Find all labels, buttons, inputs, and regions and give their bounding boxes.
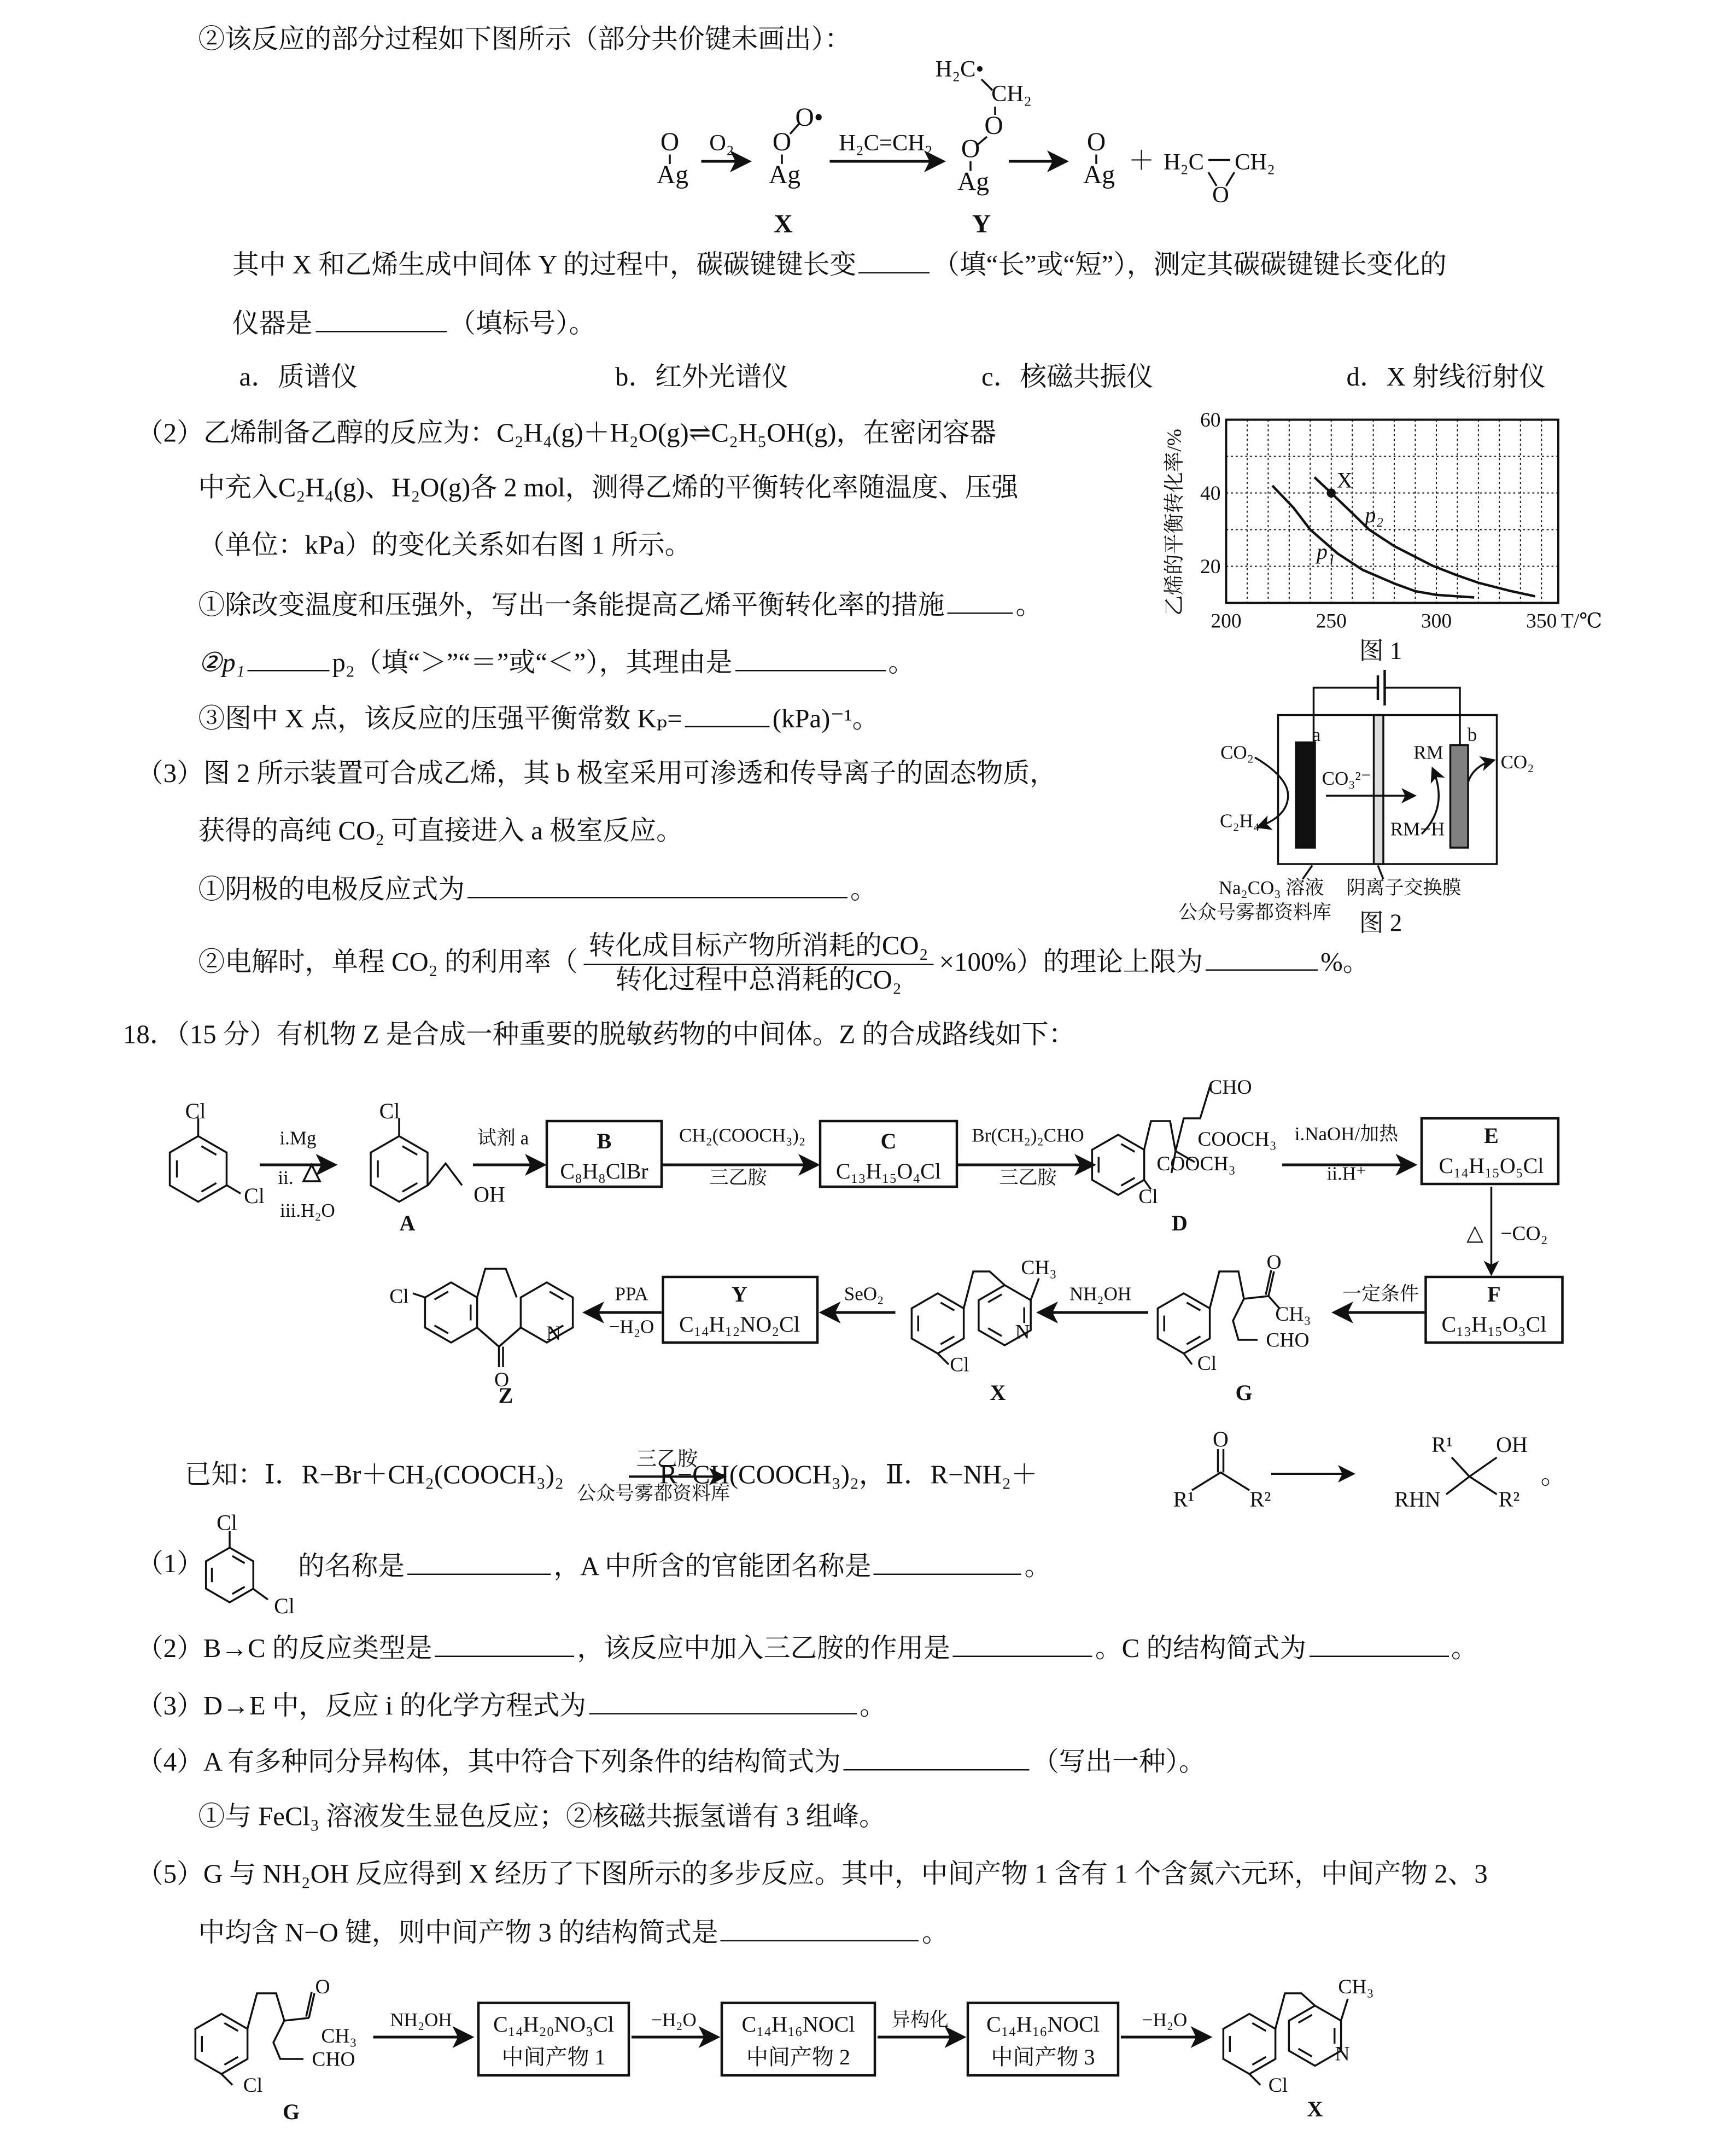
double-bond	[402, 1146, 417, 1155]
reagent-triethylamine: 三乙胺	[636, 1448, 698, 1471]
atom-cl: Cl	[274, 1594, 295, 1618]
double-bond	[1252, 2023, 1266, 2031]
double-bond	[940, 1337, 954, 1344]
text: 。C 的结构简式为	[1095, 1635, 1306, 1664]
benzene-ring	[1092, 1135, 1144, 1195]
double-bond	[1299, 2015, 1312, 2022]
q17-p2-l1: （2）乙烯制备乙醇的反应为：C₂H₄(g)＋H₂O(g)⇌C₂H₅OH(g)，在密闭容器	[137, 419, 997, 448]
atom-o: O	[961, 135, 980, 164]
label-co2-out: CO₂	[1500, 751, 1534, 773]
benzene-ring	[195, 2014, 247, 2074]
compound-x-label: X	[990, 1380, 1006, 1405]
ch2-radical: H₂C•	[935, 56, 984, 82]
label-a: a	[1312, 724, 1321, 745]
compound-d-label: D	[1172, 1211, 1188, 1235]
epoxide-ch2: CH₂	[1235, 149, 1275, 175]
compound-c-label: C	[880, 1129, 897, 1153]
co2-to-c2h4-arrow	[1255, 757, 1288, 827]
q17-p2-l3: （单位：kPa）的变化关系如右图 1 所示。	[198, 532, 692, 561]
benzene-ring	[911, 1293, 963, 1353]
step-epoxide: ii.	[278, 1167, 294, 1188]
reagent-triethylamine: 三乙胺	[709, 1167, 767, 1188]
reagent-condition: 一定条件	[1342, 1283, 1419, 1305]
text: 。	[1015, 592, 1043, 621]
reagent-acid: ii.H⁺	[1326, 1163, 1366, 1185]
double-bond	[201, 1146, 216, 1155]
series-label: p₂	[1365, 503, 1384, 528]
loss-co2: −CO₂	[1500, 1222, 1548, 1245]
intermediate-2-label: 中间产物 2	[746, 2045, 850, 2069]
double-bond	[550, 1292, 563, 1299]
atom-o: O	[772, 128, 792, 156]
ag-oxygen-scheme	[657, 56, 1275, 238]
x-tick-label: 300	[1421, 610, 1452, 633]
label-carbonate: CO₃²⁻	[1322, 768, 1371, 789]
atom-cl: Cl	[217, 1510, 237, 1535]
label-c2h4: C₂H₄	[1219, 810, 1260, 832]
text: ②p₁	[198, 649, 245, 678]
compound-z-label: Z	[498, 1383, 513, 1408]
step-mg: i.Mg	[279, 1127, 317, 1149]
text: ①阴极的电极反应式为	[198, 876, 465, 905]
atom-ag: Ag	[768, 161, 801, 190]
label-rm: RM	[1413, 742, 1443, 763]
label-solution: Na₂CO₃ 溶液	[1218, 877, 1324, 899]
text: （写出一种）。	[1032, 1748, 1206, 1777]
reagent-naoh: i.NaOH/加热	[1294, 1123, 1399, 1145]
numerator: 转化成目标产物所消耗的CO₂	[583, 931, 934, 966]
text: ×100%	[939, 949, 1016, 978]
intermediate-1-label: 中间产物 1	[501, 2045, 606, 2069]
group-cho: CHO	[312, 2048, 355, 2071]
caption-figure-1: 图 1	[1359, 637, 1402, 664]
option-c: c．核磁共振仪	[981, 364, 1154, 393]
text: （填“长”或“短”），测定其碳碳键键长变化的	[933, 252, 1447, 281]
ring-outline	[1289, 2006, 1341, 2066]
ring-outline	[425, 1282, 477, 1343]
text: ，A 中所含的官能团名称是	[553, 1553, 872, 1582]
epoxide-ring	[303, 1165, 320, 1181]
compound-b-label: B	[597, 1129, 612, 1153]
atom-ag: Ag	[656, 161, 689, 190]
electrode-a	[1296, 743, 1315, 848]
atom-n: N	[1335, 2043, 1350, 2066]
reagent-malonate: CH₂(COOCH₃)₂	[679, 1124, 806, 1146]
denominator: 转化过程中总消耗的CO₂	[615, 966, 902, 996]
text: （2）B→C 的反应类型是	[137, 1635, 432, 1664]
atom-cl: Cl	[1138, 1186, 1158, 1208]
atom-o: O	[315, 1976, 330, 1998]
compound-f-label: F	[1487, 1282, 1501, 1306]
step-water: iii.H₂O	[280, 1200, 335, 1221]
double-bond	[232, 1556, 245, 1563]
compound-e-label: E	[1484, 1123, 1499, 1148]
group-rhn: RHN	[1394, 1487, 1441, 1512]
epoxide-h2c: H₂C	[1164, 149, 1204, 175]
double-bond	[1186, 1337, 1200, 1344]
oxygen-radical: O•	[795, 103, 823, 132]
q17-p2-l2: 中充入C₂H₄(g)、H₂O(g)各 2 mol，测得乙烯的平衡转化率随温度、压强	[198, 474, 1019, 503]
ring-outline	[1092, 1135, 1144, 1195]
benzene-ring	[1223, 2014, 1275, 2074]
text: （填标号）。	[449, 310, 596, 339]
double-bond	[402, 1183, 417, 1192]
text: 。	[888, 649, 915, 678]
ring-outline	[1223, 2014, 1275, 2074]
loss-water: −H₂O	[1142, 2009, 1188, 2031]
intermediate-3-label: 中间产物 3	[991, 2045, 1095, 2069]
text: 其中 X 和乙烯生成中间体 Y 的过程中，碳碳键键长变	[232, 252, 857, 281]
r1: R¹	[1173, 1487, 1195, 1512]
group-cho: CHO	[1266, 1329, 1310, 1352]
reagent-o2: O₂	[709, 130, 734, 156]
compound-c-formula: C₁₃H₁₅O₄Cl	[836, 1159, 941, 1183]
compound-y-formula: C₁₄H₁₂NO₂Cl	[679, 1312, 800, 1337]
reagent-ppa: PPA	[615, 1283, 648, 1305]
ring-outline	[170, 1136, 227, 1202]
electrolysis-cell-figure-2	[1178, 670, 1534, 937]
text: (kPa)⁻¹。	[772, 705, 879, 734]
label-co2-in: CO₂	[1220, 742, 1254, 763]
double-bond	[435, 1292, 448, 1299]
text: ，该反应中加入三乙胺的作用是	[577, 1635, 950, 1664]
benzene-ring	[371, 1136, 428, 1202]
watermark: 公众号雾都资料库	[1178, 902, 1332, 923]
q17-p3-l1: （3）图 2 所示装置可合成乙烯，其 b 极室采用可渗透和传导离子的固态物质，	[137, 760, 1056, 789]
text: 。	[1451, 1635, 1478, 1664]
compound-g-label: G	[1235, 1380, 1253, 1405]
text: 。	[922, 1920, 949, 1948]
text: 。	[1024, 1553, 1051, 1582]
series-line-2	[1314, 477, 1535, 597]
text: 。	[859, 1693, 886, 1722]
double-bond	[1121, 1144, 1135, 1152]
x-tick-label: 200	[1211, 610, 1242, 633]
text: 中均含 N−O 键，则中间产物 3 的结构简式是	[198, 1920, 718, 1948]
y-tick-label: 20	[1200, 556, 1221, 578]
electrode-b	[1451, 745, 1469, 848]
text: p₂（填“＞”“＝”或“＜”），其理由是	[332, 649, 733, 678]
intermediate-2-formula: C₁₄H₁₆NOCl	[741, 2012, 855, 2037]
epoxide-o: O	[1212, 182, 1229, 208]
x-tick-label: 250	[1316, 610, 1347, 633]
atom-o: O	[1266, 1251, 1282, 1274]
heat-symbol: △	[1466, 1220, 1483, 1245]
atom-cl: Cl	[379, 1099, 400, 1123]
series-label: p₁	[1316, 539, 1335, 564]
atom-ag: Ag	[957, 167, 990, 196]
ring-outline	[371, 1136, 428, 1202]
reagent-a: 试剂 a	[477, 1127, 529, 1149]
plus-sign: ＋	[1128, 147, 1155, 176]
double-bond	[1252, 2057, 1266, 2064]
r2: R²	[1249, 1487, 1271, 1512]
double-bond	[988, 1294, 1002, 1302]
label-rm-h: RM−H	[1390, 818, 1445, 840]
double-bond	[224, 2023, 238, 2031]
co2-out-arrow	[1468, 760, 1494, 782]
group-oh: OH	[1496, 1432, 1528, 1457]
compound-f-formula: C₁₃H₁₅O₃Cl	[1441, 1312, 1547, 1337]
compound-e-formula: C₁₄H₁₅O₅Cl	[1439, 1153, 1544, 1178]
known-reactions	[577, 1427, 1528, 1512]
double-bond	[1186, 1303, 1200, 1310]
ch2: CH₂	[991, 81, 1032, 107]
r1: R¹	[1431, 1432, 1453, 1457]
text: 。	[850, 876, 877, 905]
benzene-ring	[206, 1548, 254, 1602]
plot-frame	[1226, 420, 1559, 603]
pyridine-ring	[1289, 2006, 1341, 2066]
text: ③图中 X 点，该反应的压强平衡常数 Kₚ=	[198, 705, 682, 734]
double-bond	[988, 1328, 1002, 1336]
benzene-ring	[1158, 1293, 1209, 1353]
double-bond	[201, 1183, 216, 1192]
text: （4）A 有多种同分异构体，其中符合下列条件的结构简式为	[137, 1748, 841, 1777]
compound-g-label: G	[282, 2099, 300, 2124]
group-ch3: CH₃	[1275, 1303, 1311, 1326]
group-ch3: CH₃	[1338, 1976, 1374, 1998]
atom-n: N	[1015, 1321, 1030, 1344]
group-cho: CHO	[1208, 1076, 1252, 1099]
group-oh: OH	[474, 1182, 505, 1207]
label-x: X	[774, 210, 793, 239]
atom-o: O	[984, 112, 1003, 140]
r2: R²	[1498, 1487, 1520, 1512]
atom-cl: Cl	[389, 1285, 409, 1308]
ring-outline	[206, 1548, 254, 1602]
compound-b-formula: C₈H₈ClBr	[560, 1159, 648, 1183]
atom-n: N	[546, 1322, 562, 1345]
text: R−CH(COOCH₃)₂，Ⅱ．R−NH₂＋	[659, 1461, 1038, 1490]
q18-q1-num: （1）	[137, 1550, 203, 1579]
known-end: 。	[1540, 1461, 1568, 1490]
reagent-seo2: SeO₂	[844, 1283, 884, 1305]
y-axis-label: 乙烯的平衡转化率/%	[1164, 429, 1186, 616]
dichlorobenzene-structure	[206, 1510, 295, 1619]
text: 已知：Ⅰ．R−Br＋CH₂(COOCH₃)₂	[184, 1461, 564, 1490]
caption-figure-2: 图 2	[1359, 909, 1402, 937]
point-x	[1328, 489, 1335, 497]
reagent-bromoaldehyde: Br(CH₂)₂CHO	[972, 1124, 1084, 1146]
group-ch3: CH₃	[321, 2025, 357, 2047]
q17-p3-l2: 获得的高纯 CO₂ 可直接进入 a 极室反应。	[198, 818, 683, 847]
group-ch3: CH₃	[1021, 1257, 1057, 1279]
wire-right	[1385, 688, 1460, 745]
double-bond	[232, 1587, 245, 1594]
label-y: Y	[972, 210, 991, 239]
synthesis-route	[170, 1076, 1563, 1408]
compound-x-label: X	[1307, 2097, 1323, 2121]
watermark: 公众号雾都资料库	[576, 1483, 730, 1504]
label-membrane: 阴离子交换膜	[1346, 877, 1462, 899]
g-to-x-scheme	[195, 1976, 1373, 2124]
option-d: d．X 射线衍射仪	[1346, 364, 1546, 393]
reagent-hydroxylamine: NH₂OH	[1069, 1283, 1132, 1305]
double-bond	[435, 1326, 448, 1333]
loss-water: −H₂O	[651, 2009, 697, 2031]
atom-o: O	[660, 128, 680, 156]
double-bond	[1121, 1178, 1135, 1186]
ring-outline	[911, 1293, 963, 1353]
ring-outline	[195, 2014, 247, 2074]
chart-figure-1	[1163, 409, 1602, 664]
loss-water: −H₂O	[609, 1316, 654, 1338]
q17-p1-intro: ②该反应的部分过程如下图所示（部分共价键未画出）：	[198, 26, 851, 55]
atom-cl: Cl	[1268, 2074, 1288, 2097]
x-axis-label: T/℃	[1561, 610, 1603, 633]
benzene-ring	[425, 1282, 477, 1343]
isomerization: 异构化	[891, 2009, 949, 2031]
q18-q5-l1: （5）G 与 NH₂OH 反应得到 X 经历了下图所示的多步反应。其中，中间产物 1 含有 1 个含氮六元环，中间产物 2、3	[137, 1860, 1488, 1889]
atom-ag: Ag	[1083, 161, 1115, 190]
atom-cl: Cl	[243, 2074, 263, 2097]
compound-a-label: A	[399, 1211, 416, 1235]
ring-outline	[1158, 1293, 1209, 1353]
reagent-triethylamine: 三乙胺	[999, 1167, 1057, 1188]
option-a: a．质谱仪	[239, 364, 358, 393]
atom-cl: Cl	[1197, 1352, 1217, 1375]
benzene-ring	[170, 1136, 227, 1202]
atom-o: O	[494, 1369, 510, 1391]
atom-cl: Cl	[244, 1183, 265, 1208]
point-x-label: X	[1336, 468, 1353, 493]
atom-o: O	[1213, 1427, 1229, 1451]
x-tick-label: 350	[1526, 610, 1557, 633]
q18-q4-cond: ①与 FeCl₃ 溶液发生显色反应；②核磁共振氢谱有 3 组峰。	[198, 1803, 886, 1832]
label-b: b	[1467, 724, 1477, 745]
y-tick-label: 60	[1200, 409, 1221, 431]
atom-cl: Cl	[185, 1099, 206, 1123]
option-b: b．红外光谱仪	[615, 364, 788, 393]
text: 的名称是	[298, 1553, 405, 1582]
text: ②电解时，单程 CO₂ 的利用率（	[198, 949, 578, 978]
text: ①除改变温度和压强外，写出一条能提高乙烯平衡转化率的措施	[198, 592, 945, 621]
text: %。	[1320, 949, 1370, 978]
text: （3）D→E 中，反应 i 的化学方程式为	[137, 1693, 586, 1722]
group-cooch3: COOCH₃	[1197, 1128, 1277, 1151]
group-cooch3: COOCH₃	[1156, 1153, 1236, 1175]
q18-title: 18．（15 分）有机物 Z 是合成一种重要的脱敏药物的中间体。Z 的合成路线如下：	[123, 1021, 1075, 1050]
text: 仪器是	[232, 310, 313, 339]
double-bond	[940, 1303, 954, 1310]
intermediate-3-formula: C₁₄H₁₆NOCl	[986, 2012, 1100, 2037]
atom-cl: Cl	[950, 1353, 969, 1376]
double-bond	[224, 2057, 238, 2064]
reagent-hydroxylamine: NH₂OH	[390, 2009, 452, 2031]
text: ）的理论上限为	[1016, 949, 1203, 978]
double-bond	[1299, 2049, 1312, 2056]
anion-exchange-membrane	[1374, 715, 1384, 865]
compound-y-label: Y	[732, 1282, 747, 1306]
reagent-ethylene: H₂C=CH₂	[839, 130, 933, 156]
y-tick-label: 40	[1200, 482, 1221, 505]
intermediate-1-formula: C₁₄H₂₀NO₃Cl	[493, 2012, 614, 2037]
atom-o: O	[1086, 128, 1106, 156]
